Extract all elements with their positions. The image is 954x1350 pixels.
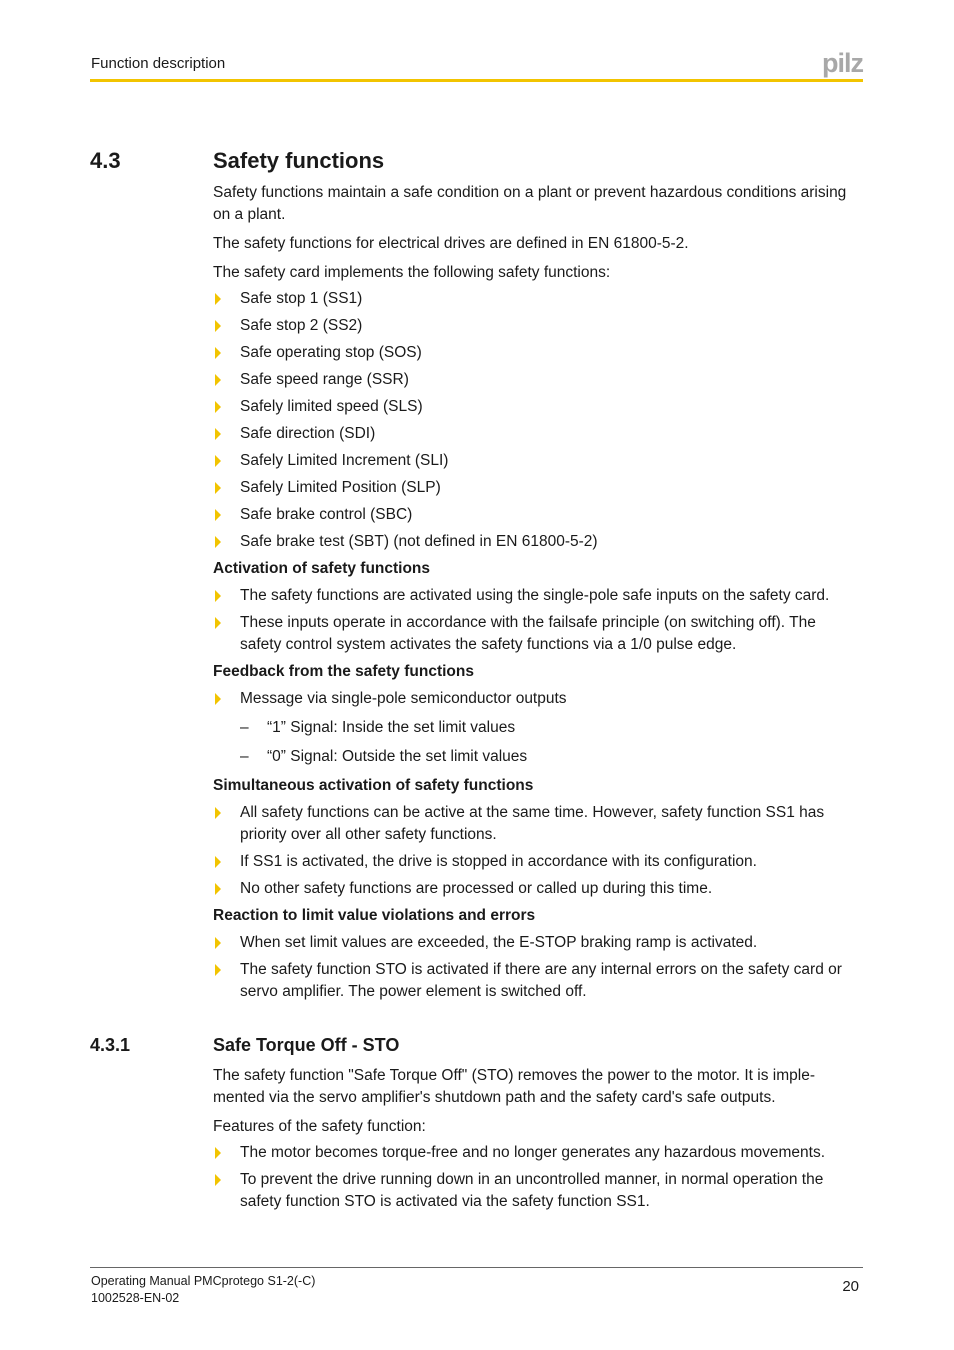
feedback-list <box>213 688 858 710</box>
page-footer <box>90 1267 863 1305</box>
list-item: – “0” Signal: Outside the set limit values <box>240 746 858 768</box>
bullet-arrow-icon <box>215 509 221 521</box>
list-item: All safety functions can be active at the same time. However, safety function SS1 has priority over all other safety functions. <box>213 802 858 846</box>
bullet-arrow-icon <box>215 482 221 494</box>
list-item: Safe brake control (SBC) <box>213 504 858 526</box>
bullet-arrow-icon <box>215 293 221 305</box>
footer-doc-number: 1002528-EN-02 <box>91 1291 180 1305</box>
list-item: Safe brake test (SBT) (not defined in EN 61800-5-2) <box>213 531 858 553</box>
safety-function-list <box>213 288 858 553</box>
sto-paragraph: Features of the safety function: <box>213 1118 426 1135</box>
bullet-arrow-icon <box>215 617 221 629</box>
activation-heading: Activation of safety functions <box>213 560 431 577</box>
list-item: The safety function STO is activated if there are any internal errors on the safety card or servo amplifier. The power element is switched off. <box>213 959 858 1003</box>
list-item: Safely Limited Increment (SLI) <box>213 450 858 472</box>
bullet-arrow-icon <box>215 590 221 602</box>
list-item: Safely limited speed (SLS) <box>213 396 858 418</box>
list-item: Safe speed range (SSR) <box>213 369 858 391</box>
bullet-arrow-icon <box>215 320 221 332</box>
bullet-arrow-icon <box>215 428 221 440</box>
intro-paragraph: The safety functions for electrical drives are defined in EN 61800-5-2. <box>213 235 689 252</box>
bullet-arrow-icon <box>215 883 221 895</box>
feedback-heading: Feedback from the safety functions <box>213 663 474 680</box>
section-title: Safety functions <box>213 148 385 173</box>
bullet-arrow-icon <box>215 937 221 949</box>
list-item: These inputs operate in accordance with the failsafe principle (on switching off). The safety control system activates the safety functions via a 1/0 pulse edge. <box>213 612 858 656</box>
list-item: To prevent the drive running down in an uncontrolled manner, in normal operation the safety function STO is activated via the safety function SS1. <box>213 1169 858 1213</box>
reaction-heading: Reaction to limit value violations and errors <box>213 907 536 924</box>
feedback-sublist <box>240 717 858 768</box>
footer-doc-info <box>91 1273 315 1307</box>
bullet-arrow-icon <box>215 401 221 413</box>
bullet-arrow-icon <box>215 807 221 819</box>
bullet-arrow-icon <box>215 964 221 976</box>
sto-paragraph: The safety function "Safe Torque Off" (STO) removes the power to the motor. It is imple-mented via the servo amplifier's shutdown path and the safety card's safe outputs. <box>213 1067 815 1106</box>
header-title: Function description <box>91 55 226 72</box>
bullet-arrow-icon <box>215 1174 221 1186</box>
pilz-logo: pilz <box>822 48 863 78</box>
activation-list <box>213 585 858 656</box>
subsection-body <box>213 1065 858 1218</box>
subsection-title: Safe Torque Off - STO <box>213 1035 400 1055</box>
list-item: If SS1 is activated, the drive is stopped in accordance with its configuration. <box>213 851 858 873</box>
simultaneous-list <box>213 802 858 900</box>
dash-mark: – <box>240 748 249 765</box>
list-item: Safe direction (SDI) <box>213 423 858 445</box>
bullet-arrow-icon <box>215 1147 221 1159</box>
list-item: Safe stop 1 (SS1) <box>213 288 858 310</box>
bullet-arrow-icon <box>215 374 221 386</box>
list-item: No other safety functions are processed or called up during this time. <box>213 878 858 900</box>
list-item: When set limit values are exceeded, the E-STOP braking ramp is activated. <box>213 932 858 954</box>
bullet-arrow-icon <box>215 347 221 359</box>
sto-features-list <box>213 1142 858 1213</box>
list-item: Safe operating stop (SOS) <box>213 342 858 364</box>
page-header <box>90 48 863 82</box>
page-number: 20 <box>842 1278 859 1295</box>
list-item: Message via single-pole semiconductor outputs <box>213 688 858 710</box>
list-item: The motor becomes torque-free and no longer generates any hazardous movements. <box>213 1142 858 1164</box>
bullet-arrow-icon <box>215 455 221 467</box>
bullet-arrow-icon <box>215 856 221 868</box>
bullet-arrow-icon <box>215 536 221 548</box>
section-body <box>213 182 858 1008</box>
dash-mark: – <box>240 719 249 736</box>
intro-paragraph: Safety functions maintain a safe condition on a plant or prevent hazardous conditions arising on a plant. <box>213 184 847 223</box>
intro-paragraph: The safety card implements the following safety functions: <box>213 264 611 281</box>
section-number: 4.3 <box>90 148 121 173</box>
footer-manual-title: Operating Manual PMCprotego S1-2(-C) <box>91 1274 316 1288</box>
bullet-arrow-icon <box>215 693 221 705</box>
simultaneous-heading: Simultaneous activation of safety functions <box>213 777 534 794</box>
list-item: – “1” Signal: Inside the set limit values <box>240 717 858 739</box>
list-item: The safety functions are activated using the single-pole safe inputs on the safety card. <box>213 585 858 607</box>
subsection-number: 4.3.1 <box>90 1035 131 1055</box>
reaction-list <box>213 932 858 1003</box>
list-item: Safe stop 2 (SS2) <box>213 315 858 337</box>
list-item: Safely Limited Position (SLP) <box>213 477 858 499</box>
